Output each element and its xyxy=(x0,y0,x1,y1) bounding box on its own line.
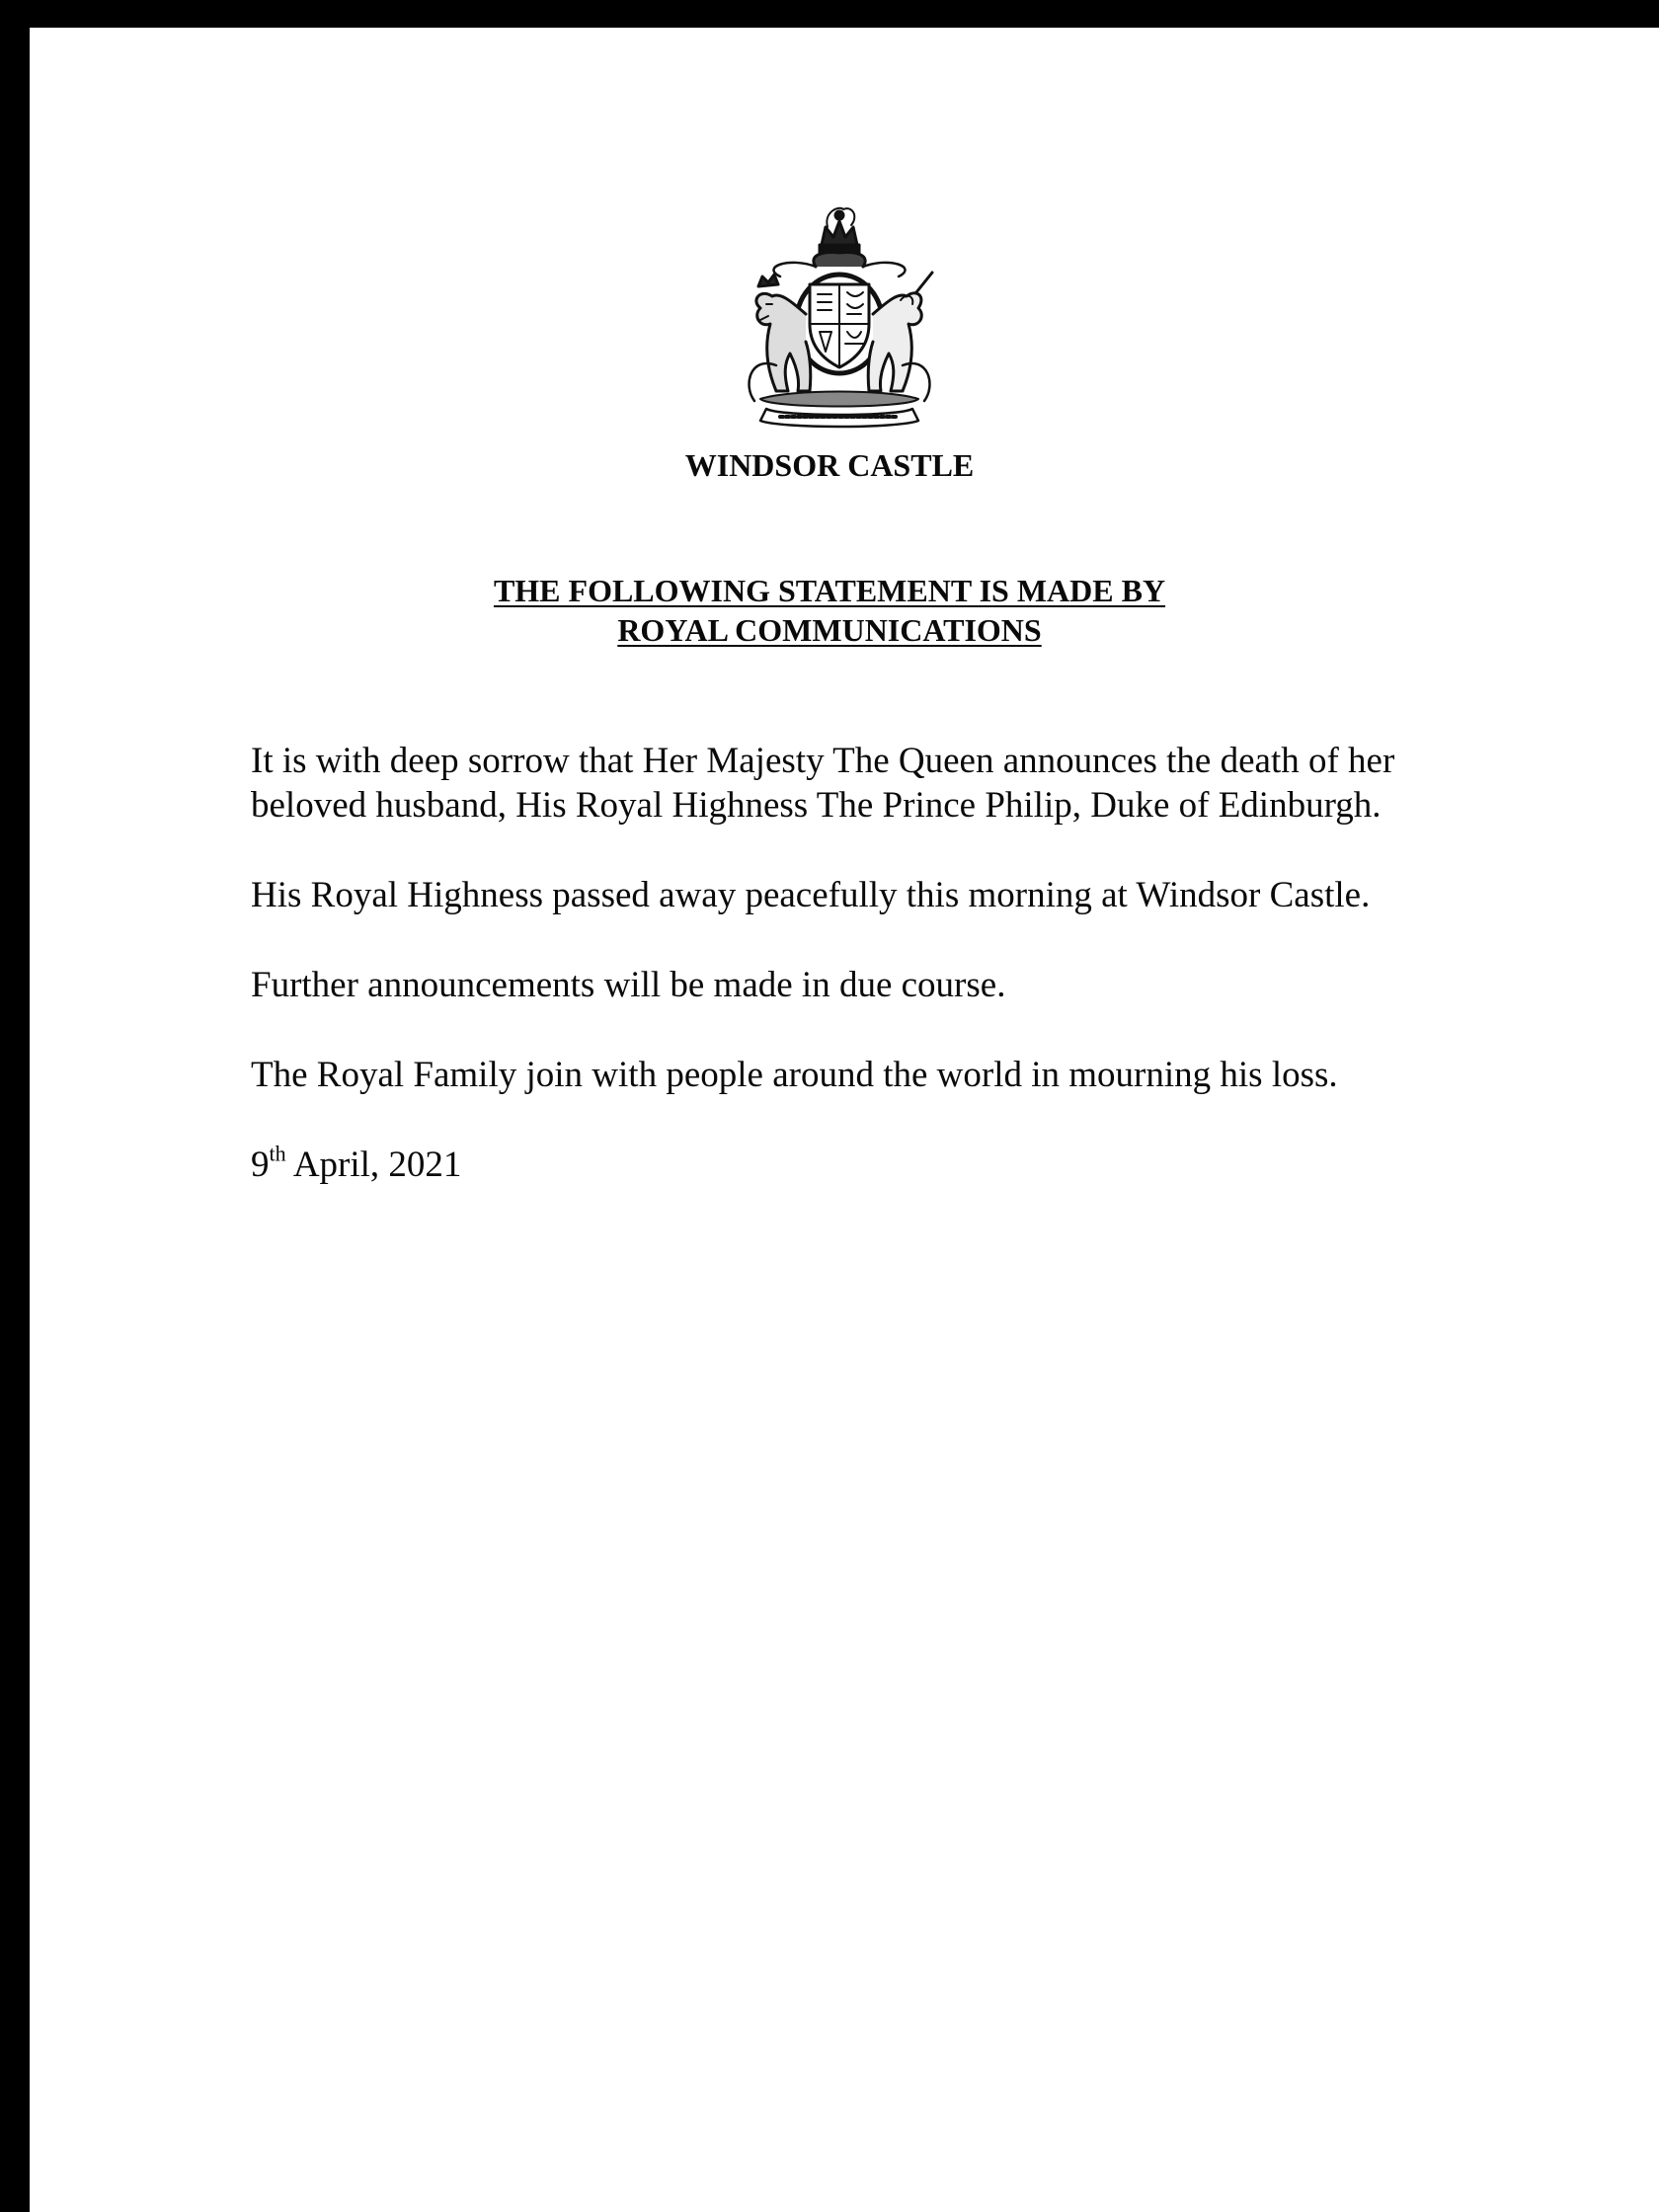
statement-title xyxy=(30,571,1629,650)
paragraph-mourning: The Royal Family join with people around the world in mourning his loss. xyxy=(251,1055,1338,1095)
paragraph-passing: His Royal Highness passed away peacefully this morning at Windsor Castle. xyxy=(251,875,1371,915)
statement-date xyxy=(251,1143,1436,1187)
date-rest: April, 2021 xyxy=(285,1145,462,1185)
date-suffix: th xyxy=(269,1141,286,1166)
royal-coat-of-arms-icon xyxy=(721,198,958,434)
statement-body xyxy=(251,739,1436,1232)
paragraph-further: Further announcements will be made in due course. xyxy=(251,965,1006,1005)
paragraph-announcement: It is with deep sorrow that Her Majesty The Queen announces the death of her beloved husband, His Royal Highness The Prince Philip, Duke of Edinburgh. xyxy=(251,741,1395,826)
date-day: 9 xyxy=(251,1145,270,1185)
statement-page xyxy=(30,28,1659,2212)
statement-title-line-1: THE FOLLOWING STATEMENT IS MADE BY xyxy=(493,573,1166,608)
statement-title-line-2: ROYAL COMMUNICATIONS xyxy=(617,612,1042,648)
location-heading: WINDSOR CASTLE xyxy=(684,447,975,483)
